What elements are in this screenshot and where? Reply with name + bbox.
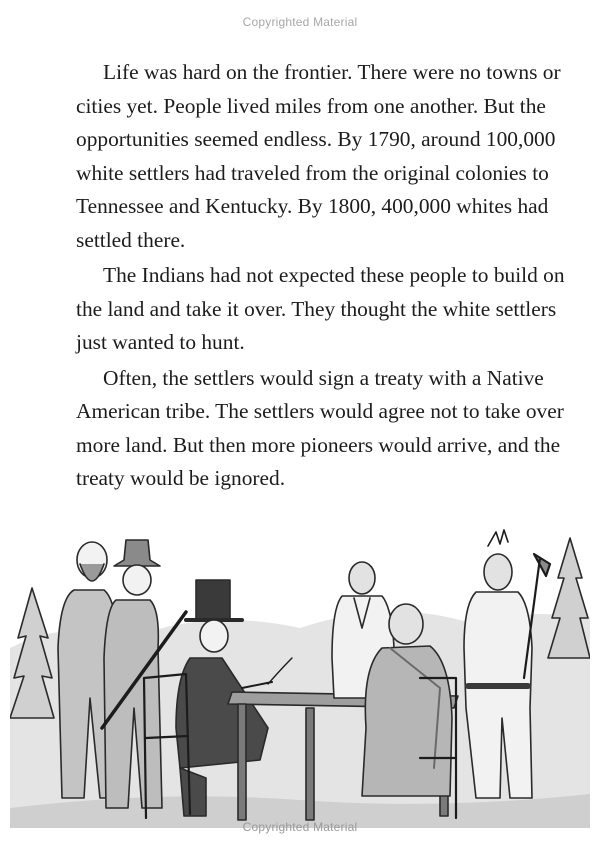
paragraph-1: Life was hard on the frontier. There were no towns or cities yet. People lived miles from one another. But the opportunities seemed endless. By 1790, around 100,000 white settlers had traveled from the original colonies to Tennessee and Kentucky. By 1800, 400,000 whites had settled there. xyxy=(76,60,561,252)
pine-tree-right xyxy=(548,538,590,658)
copyright-watermark-top: Copyrighted Material xyxy=(242,15,358,29)
treaty-signing-illustration xyxy=(10,528,590,828)
paragraph-2: The Indians had not expected these people to build on the land and take it over. They thought the white settlers just wanted to hunt. xyxy=(76,263,565,354)
copyright-watermark-bottom: Copyrighted Material xyxy=(242,820,358,834)
paragraph-3: Often, the settlers would sign a treaty with a Native American tribe. The settlers would agree not to take over more land. But then more pioneers would arrive, and the treaty would be ignored. xyxy=(76,365,564,490)
body-text xyxy=(76,56,576,498)
